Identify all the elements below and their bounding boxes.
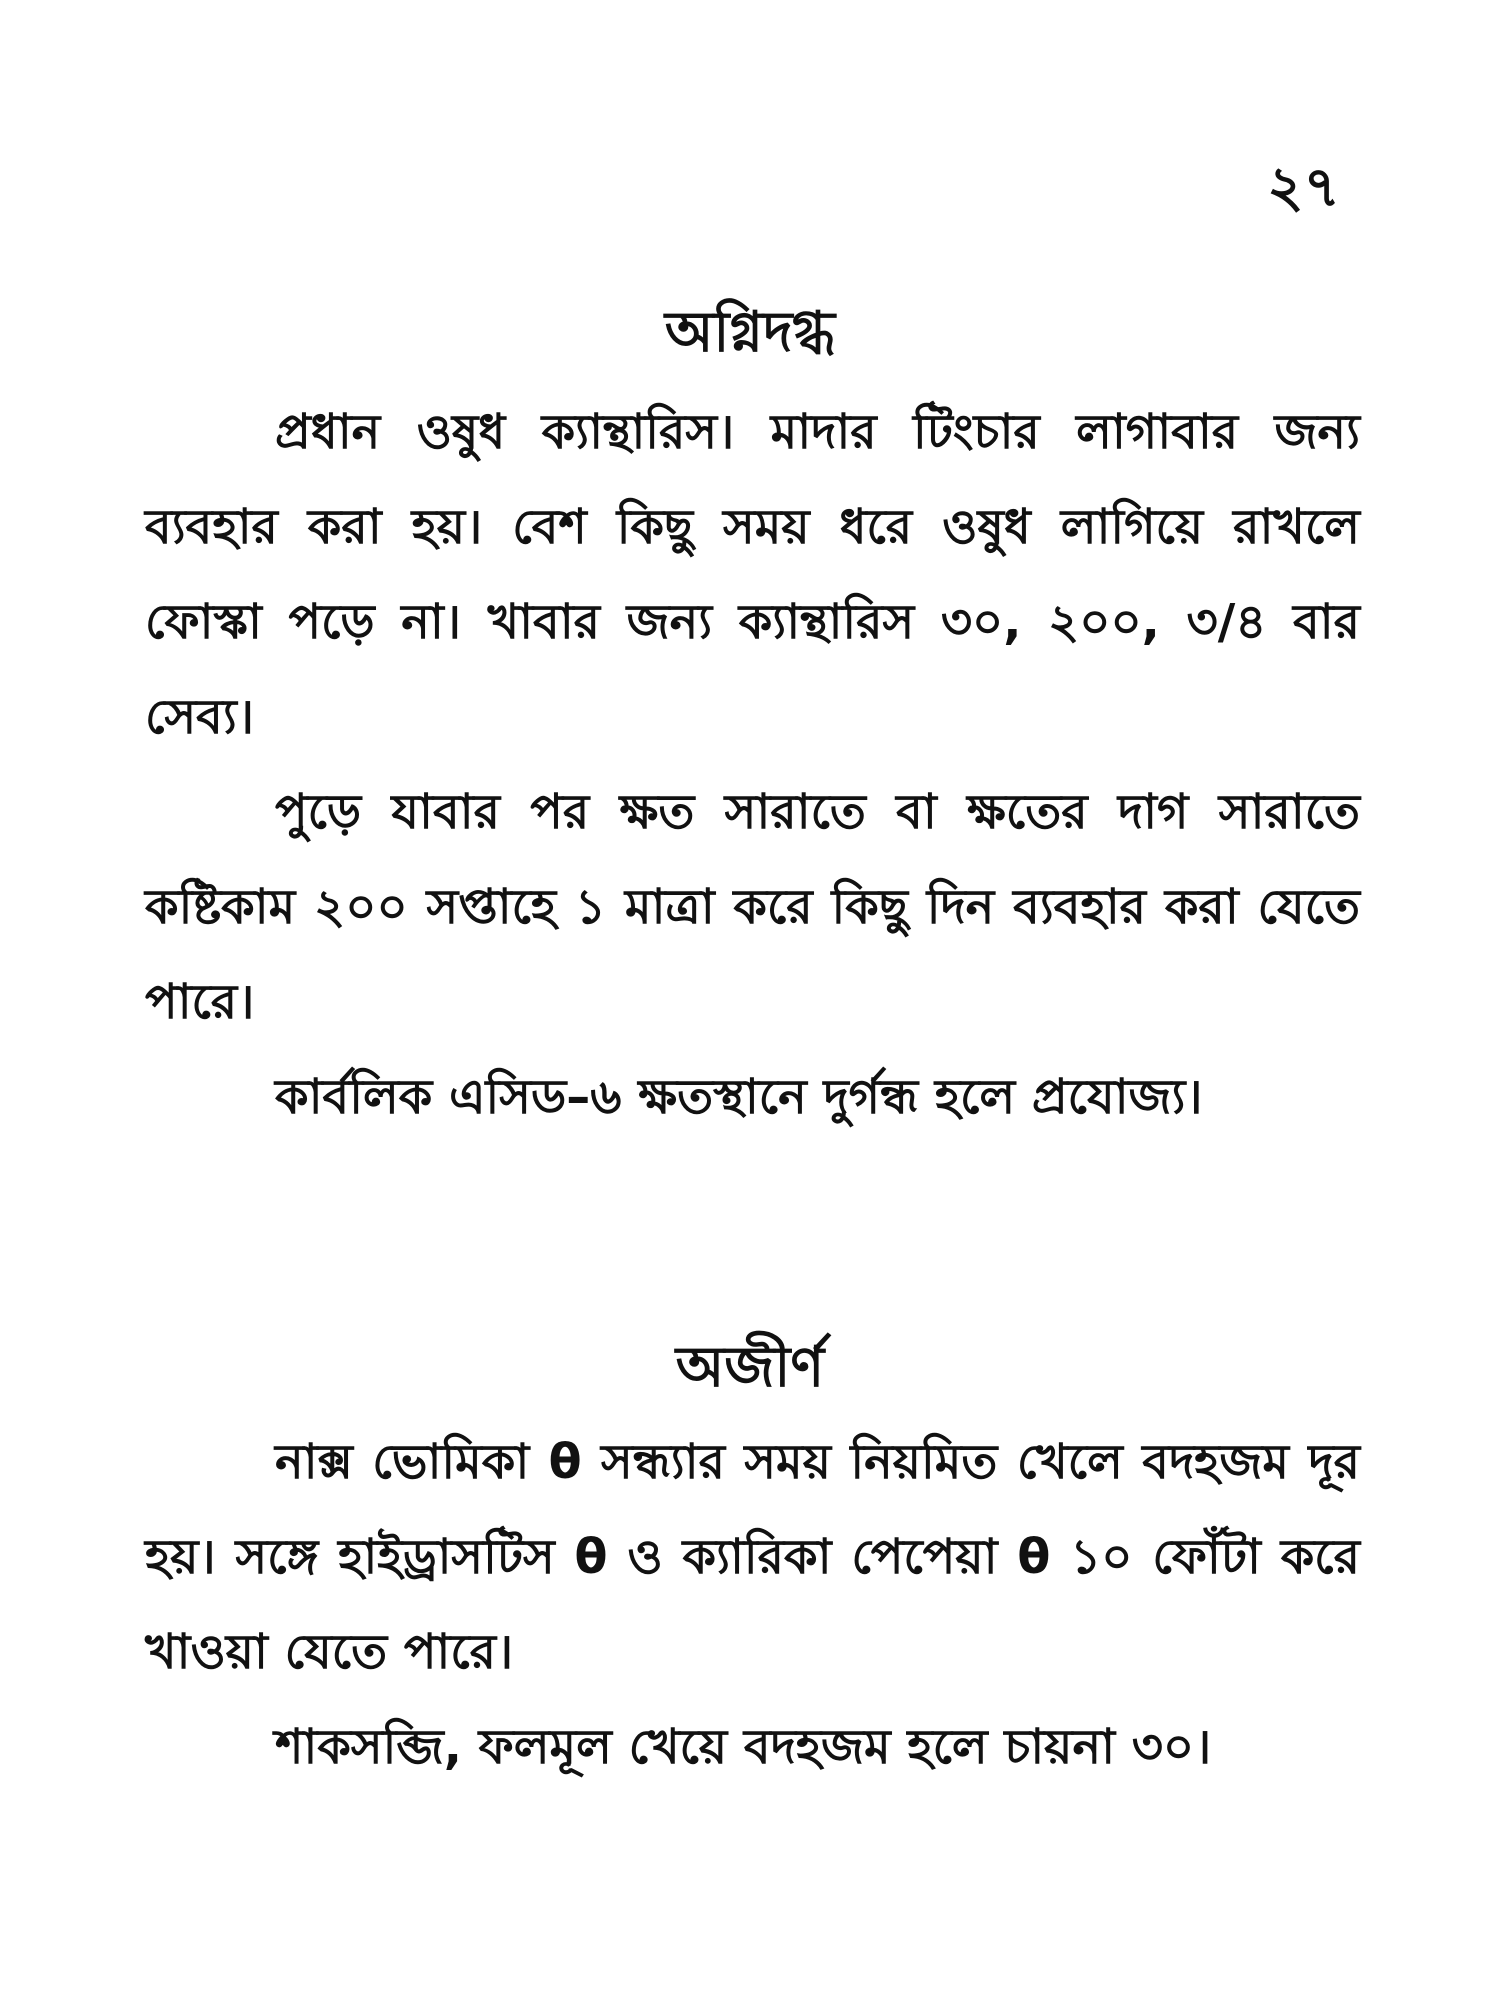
section-title-burn: অগ্নিদগ্ধ	[664, 300, 836, 365]
paragraph: পুড়ে যাবার পর ক্ষত সারাতে বা ক্ষতের দাগ সারাতে কষ্টিকাম ২০০ সপ্তাহে ১ মাত্রা করে কিছু দিন ব্যবহার করা যেতে পারে।	[145, 784, 1360, 1030]
paragraph: নাক্স ভোমিকা θ সন্ধ্যার সময় নিয়মিত খেলে বদহজম দূর হয়। সঙ্গে হাইড্রাসটিস θ ও ক্যারিকা পেপেয়া θ ১০ ফোঁটা করে খাওয়া যেতে পারে।	[145, 1434, 1360, 1680]
section-body-indigestion	[145, 1415, 1360, 1795]
page-number: ২৭	[1267, 155, 1340, 220]
section-title-indigestion: অজীর্ণ	[675, 1335, 825, 1400]
paragraph: শাকসব্জি, ফলমূল খেয়ে বদহজম হলে চায়না ৩০।	[275, 1719, 1212, 1775]
section-body-burn	[145, 385, 1360, 1145]
paragraph: প্রধান ওষুধ ক্যান্থারিস। মাদার টিংচার লাগাবার জন্য ব্যবহার করা হয়। বেশ কিছু সময় ধরে ওষুধ লাগিয়ে রাখলে ফোস্কা পড়ে না। খাবার জন্য ক্যান্থারিস ৩০, ২০০, ৩/৪ বার সেব্য।	[145, 404, 1360, 745]
paragraph: কার্বলিক এসিড–৬ ক্ষতস্থানে দুর্গন্ধ হলে প্রযোজ্য।	[275, 1069, 1203, 1125]
